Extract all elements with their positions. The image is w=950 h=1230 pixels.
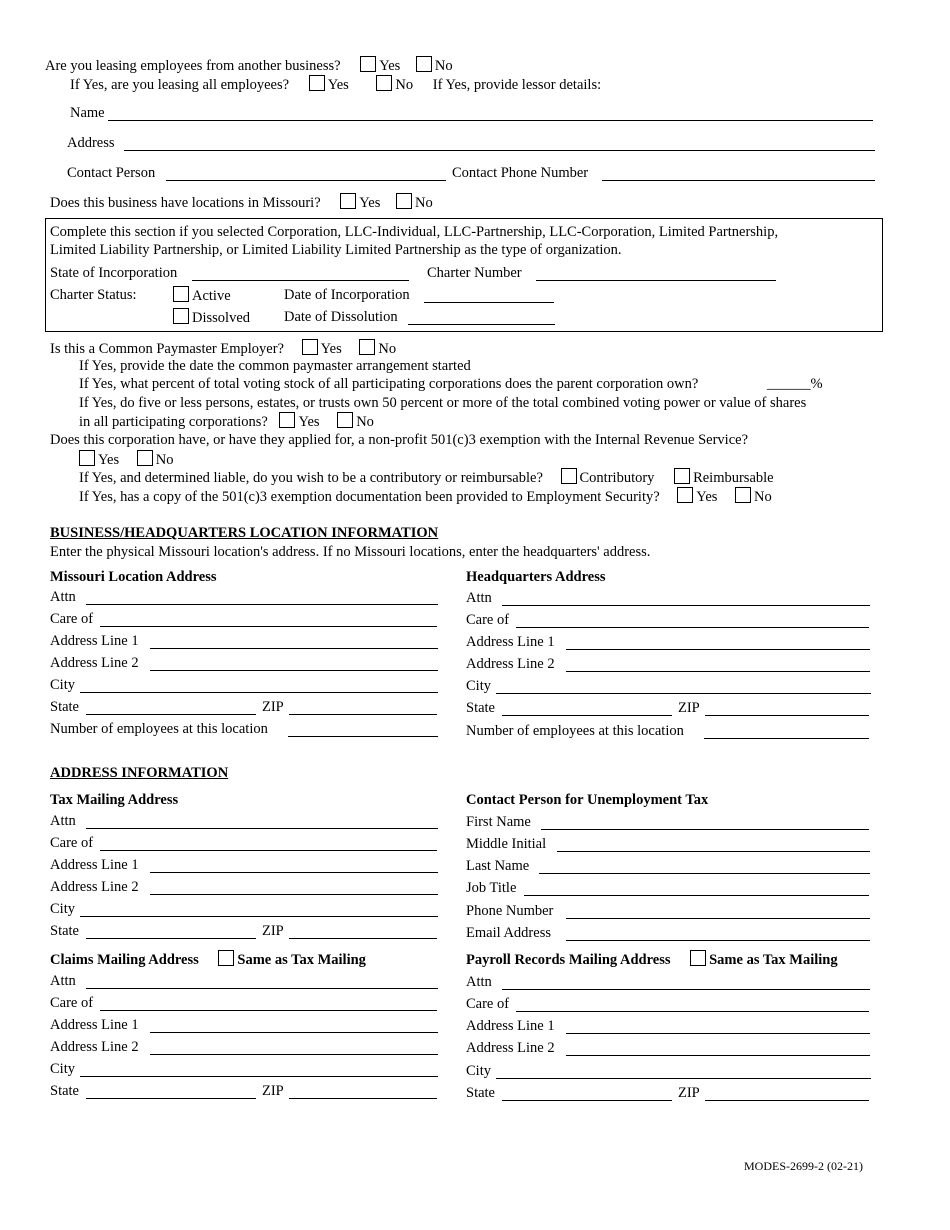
tax-city-field[interactable] [80, 902, 438, 917]
lessor-contact-phone-label: Contact Phone Number [452, 165, 589, 181]
paymaster-yes-checkbox[interactable] [302, 339, 318, 355]
payroll-city-field[interactable] [496, 1064, 871, 1079]
reimbursable-checkbox[interactable] [674, 468, 690, 484]
hq-address-2-label: Address Line 2 [466, 656, 555, 672]
leasing-all-yes-checkbox[interactable] [309, 75, 325, 91]
nonprofit-yes-label: Yes [98, 452, 120, 468]
tax-attn-field[interactable] [86, 814, 438, 829]
claims-title: Claims Mailing Address [50, 952, 199, 968]
claims-address-2-field[interactable] [150, 1040, 438, 1055]
phone-number-field[interactable] [566, 904, 870, 919]
hq-employees-field[interactable] [704, 724, 869, 739]
tax-mailing-title: Tax Mailing Address [50, 792, 179, 808]
claims-city-field[interactable] [80, 1062, 438, 1077]
paymaster-yes-label: Yes [320, 341, 342, 357]
date-dissolution-field[interactable] [408, 310, 555, 325]
mo-employees-field[interactable] [288, 722, 438, 737]
job-title-field[interactable] [524, 881, 869, 896]
missouri-yes-checkbox[interactable] [340, 193, 356, 209]
tax-address-2-field[interactable] [150, 880, 438, 895]
tax-zip-label: ZIP [262, 923, 284, 939]
hq-zip-field[interactable] [705, 701, 869, 716]
dissolved-checkbox[interactable] [173, 308, 189, 324]
hq-address-1-label: Address Line 1 [466, 634, 555, 650]
state-of-incorporation-field[interactable] [192, 266, 409, 281]
date-dissolution-label: Date of Dissolution [284, 309, 398, 325]
leasing-yes-checkbox[interactable] [360, 56, 376, 72]
mo-employees-label: Number of employees at this location [50, 721, 268, 737]
claims-attn-label: Attn [50, 973, 76, 989]
copy-yes-checkbox[interactable] [677, 487, 693, 503]
mo-care-of-field[interactable] [100, 612, 437, 627]
business-location-heading: BUSINESS/HEADQUARTERS LOCATION INFORMATION [50, 525, 439, 541]
leasing-no-label: No [434, 58, 453, 74]
date-incorporation-field[interactable] [424, 288, 554, 303]
phone-number-label: Phone Number [466, 903, 554, 919]
leasing-all-no-checkbox[interactable] [376, 75, 392, 91]
tax-address-2-label: Address Line 2 [50, 879, 139, 895]
lessor-prompt: If Yes, provide lessor details: [432, 77, 602, 93]
incorporation-instructions-1: Complete this section if you selected Corporation, LLC-Individual, LLC-Partnership, LLC-Corporation, Limited Partnership, [50, 224, 779, 240]
paymaster-percent-question: If Yes, what percent of total voting stock of all participating corporations does the parent corporation own? [79, 376, 699, 392]
nonprofit-copy-question: If Yes, has a copy of the 501(c)3 exemption documentation been provided to Employment Security? [79, 489, 660, 505]
copy-no-checkbox[interactable] [735, 487, 751, 503]
claims-zip-field[interactable] [289, 1084, 437, 1099]
dissolved-option [173, 308, 250, 327]
hq-care-of-field[interactable] [516, 613, 869, 628]
nonprofit-question: Does this corporation have, or have they applied for, a non-profit 501(c)3 exemption with the Internal Revenue Service? [50, 432, 749, 448]
nonprofit-no-checkbox[interactable] [137, 450, 153, 466]
five-persons-yes-label: Yes [298, 414, 320, 430]
payroll-attn-field[interactable] [502, 975, 870, 990]
missouri-no-label: No [415, 195, 433, 211]
mo-attn-field[interactable] [86, 590, 438, 605]
mo-city-field[interactable] [80, 678, 438, 693]
tax-attn-label: Attn [50, 813, 76, 829]
payroll-address-1-field[interactable] [566, 1019, 870, 1034]
lessor-contact-phone-field[interactable] [602, 166, 875, 181]
reimbursable-label: Reimbursable [693, 470, 774, 486]
contributory-checkbox[interactable] [561, 468, 577, 484]
paymaster-no-checkbox[interactable] [359, 339, 375, 355]
paymaster-row [50, 339, 396, 358]
mo-state-field[interactable] [86, 700, 256, 715]
claims-care-of-field[interactable] [100, 996, 437, 1011]
lessor-contact-person-label: Contact Person [67, 165, 156, 181]
claims-same-label: Same as Tax Mailing [237, 952, 366, 968]
payroll-state-field[interactable] [502, 1086, 672, 1101]
missouri-location-title: Missouri Location Address [50, 569, 217, 585]
tax-address-1-field[interactable] [150, 858, 438, 873]
form-id: MODES-2699-2 (02-21) [744, 1159, 863, 1173]
leasing-all-row [70, 75, 601, 94]
leasing-question-row [45, 56, 453, 75]
claims-address-1-label: Address Line 1 [50, 1017, 139, 1033]
payroll-city-label: City [466, 1063, 491, 1079]
payroll-address-2-label: Address Line 2 [466, 1040, 555, 1056]
lessor-address-label: Address [67, 135, 115, 151]
hq-city-label: City [466, 678, 491, 694]
payroll-zip-field[interactable] [705, 1086, 869, 1101]
claims-same-checkbox[interactable] [218, 950, 234, 966]
claims-care-of-label: Care of [50, 995, 94, 1011]
hq-address-1-field[interactable] [566, 635, 870, 650]
middle-initial-field[interactable] [557, 837, 870, 852]
first-name-field[interactable] [541, 815, 869, 830]
claims-address-2-label: Address Line 2 [50, 1039, 139, 1055]
missouri-locations-question: Does this business have locations in Missouri? [50, 195, 321, 211]
mo-state-label: State [50, 699, 79, 715]
mo-attn-label: Attn [50, 589, 76, 605]
hq-zip-label: ZIP [678, 700, 700, 716]
leasing-all-yes-label: Yes [327, 77, 349, 93]
incorporation-instructions-2: Limited Liability Partnership, or Limited Liability Limited Partnership as the type of organization. [50, 242, 622, 258]
nonprofit-liable-row [79, 468, 774, 487]
payroll-same-checkbox[interactable] [690, 950, 706, 966]
active-label: Active [192, 288, 231, 304]
payroll-attn-label: Attn [466, 974, 492, 990]
missouri-yes-label: Yes [359, 195, 381, 211]
claims-attn-field[interactable] [86, 974, 438, 989]
claims-state-label: State [50, 1083, 79, 1099]
nonprofit-options-row [79, 450, 173, 469]
date-incorporation-label: Date of Incorporation [284, 287, 410, 303]
tax-care-of-label: Care of [50, 835, 94, 851]
hq-employees-label: Number of employees at this location [466, 723, 684, 739]
lessor-contact-person-field[interactable] [166, 166, 446, 181]
five-persons-no-checkbox[interactable] [337, 412, 353, 428]
last-name-field[interactable] [539, 859, 870, 874]
last-name-label: Last Name [466, 858, 530, 874]
leasing-question: Are you leasing employees from another business? [45, 58, 341, 74]
hq-address-2-field[interactable] [566, 657, 870, 672]
contributory-label: Contributory [579, 470, 655, 486]
lessor-name-field[interactable] [108, 106, 873, 121]
payroll-address-1-label: Address Line 1 [466, 1018, 555, 1034]
leasing-no-checkbox[interactable] [416, 56, 432, 72]
payroll-title-row [466, 950, 838, 969]
claims-title-row [50, 950, 366, 969]
active-checkbox[interactable] [173, 286, 189, 302]
hq-care-of-label: Care of [466, 612, 510, 628]
payroll-care-of-label: Care of [466, 996, 510, 1012]
leasing-all-question: If Yes, are you leasing all employees? [70, 77, 290, 93]
mo-zip-field[interactable] [289, 700, 437, 715]
hq-attn-field[interactable] [502, 591, 870, 606]
payroll-zip-label: ZIP [678, 1085, 700, 1101]
hq-city-field[interactable] [496, 679, 871, 694]
mo-care-of-label: Care of [50, 611, 94, 627]
missouri-locations-row [50, 193, 433, 212]
paymaster-date-started: If Yes, provide the date the common paymaster arrangement started [79, 358, 471, 374]
charter-number-label: Charter Number [427, 265, 522, 281]
tax-state-label: State [50, 923, 79, 939]
lessor-address-field[interactable] [124, 136, 875, 151]
nonprofit-no-label: No [155, 452, 174, 468]
payroll-title: Payroll Records Mailing Address [466, 952, 671, 968]
email-address-field[interactable] [566, 926, 870, 941]
active-option [173, 286, 231, 305]
paymaster-percent-field[interactable]: ______% [767, 376, 823, 392]
nonprofit-liable-question: If Yes, and determined liable, do you wish to be a contributory or reimbursable? [79, 470, 543, 486]
first-name-label: First Name [466, 814, 531, 830]
paymaster-five-persons-2: in all participating corporations? [79, 414, 268, 430]
nonprofit-copy-row [79, 487, 772, 506]
payroll-address-2-field[interactable] [566, 1041, 870, 1056]
claims-zip-label: ZIP [262, 1083, 284, 1099]
five-persons-no-label: No [356, 414, 374, 430]
lessor-name-label: Name [70, 105, 105, 121]
payroll-care-of-field[interactable] [516, 997, 869, 1012]
paymaster-question: Is this a Common Paymaster Employer? [50, 341, 284, 357]
claims-state-field[interactable] [86, 1084, 256, 1099]
tax-care-of-field[interactable] [100, 836, 437, 851]
mo-city-label: City [50, 677, 75, 693]
paymaster-five-persons-1: If Yes, do five or less persons, estates, or trusts own 50 percent or more of the total combined voting power or value of shares [79, 395, 807, 411]
hq-state-label: State [466, 700, 495, 716]
copy-yes-label: Yes [696, 489, 718, 505]
mo-address-1-field[interactable] [150, 634, 438, 649]
copy-no-label: No [754, 489, 772, 505]
leasing-yes-label: Yes [379, 58, 401, 74]
tax-state-field[interactable] [86, 924, 256, 939]
contact-person-title: Contact Person for Unemployment Tax [466, 792, 709, 808]
charter-status-label: Charter Status: [50, 287, 137, 303]
job-title-label: Job Title [466, 880, 517, 896]
leasing-all-no-label: No [395, 77, 414, 93]
state-of-incorporation-label: State of Incorporation [50, 265, 178, 281]
mo-zip-label: ZIP [262, 699, 284, 715]
address-info-heading: ADDRESS INFORMATION [50, 765, 229, 781]
hq-title: Headquarters Address [466, 569, 606, 585]
five-persons-yes-checkbox[interactable] [279, 412, 295, 428]
hq-state-field[interactable] [502, 701, 672, 716]
business-location-instructions: Enter the physical Missouri location's address. If no Missouri locations, enter the headquarters' address. [50, 544, 651, 560]
paymaster-five-persons-row [79, 412, 374, 431]
mo-address-2-field[interactable] [150, 656, 438, 671]
mo-address-2-label: Address Line 2 [50, 655, 139, 671]
charter-number-field[interactable] [536, 266, 776, 281]
tax-address-1-label: Address Line 1 [50, 857, 139, 873]
tax-city-label: City [50, 901, 75, 917]
payroll-state-label: State [466, 1085, 495, 1101]
hq-attn-label: Attn [466, 590, 492, 606]
middle-initial-label: Middle Initial [466, 836, 547, 852]
nonprofit-yes-checkbox[interactable] [79, 450, 95, 466]
claims-city-label: City [50, 1061, 75, 1077]
mo-address-1-label: Address Line 1 [50, 633, 139, 649]
claims-address-1-field[interactable] [150, 1018, 438, 1033]
tax-zip-field[interactable] [289, 924, 437, 939]
payroll-same-label: Same as Tax Mailing [709, 952, 838, 968]
paymaster-no-label: No [378, 341, 397, 357]
missouri-no-checkbox[interactable] [396, 193, 412, 209]
email-address-label: Email Address [466, 925, 551, 941]
dissolved-label: Dissolved [192, 310, 250, 326]
